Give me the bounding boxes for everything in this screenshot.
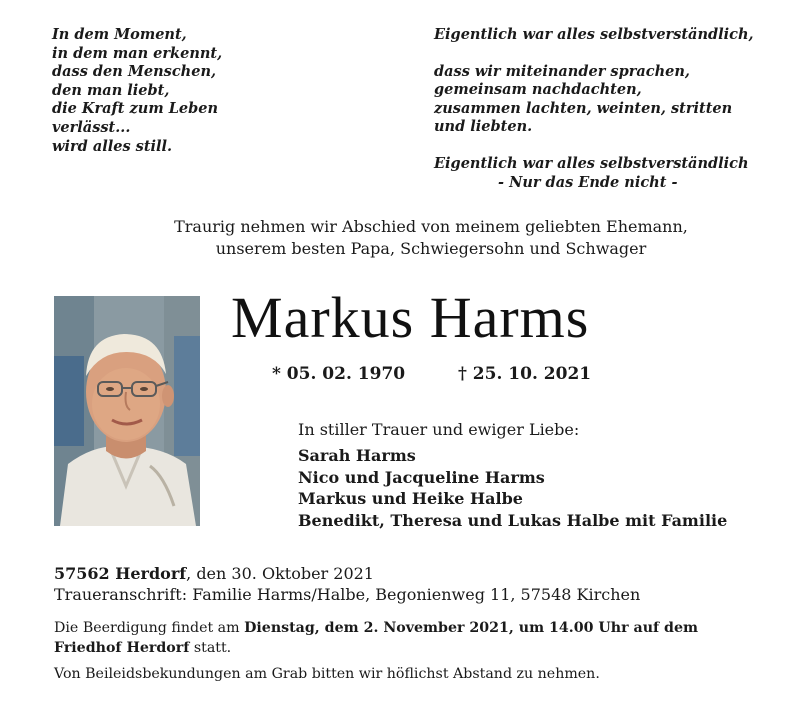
deceased-name: Markus Harms [231, 285, 590, 350]
funeral-info-line1 [54, 620, 698, 636]
mourners-list [298, 445, 727, 531]
poem-line: in dem man erkennt, [52, 44, 223, 62]
poem-line: und liebten. [434, 118, 533, 136]
mourner-name: Nico und Jacqueline Harms [298, 467, 545, 487]
portrait-photo [54, 296, 200, 526]
poem-line: verlässt... [52, 118, 131, 136]
poem-left [52, 26, 222, 156]
poem-line: Eigentlich war alles selbstverständlich, [434, 26, 754, 43]
poem-line: In dem Moment, [52, 26, 187, 43]
place: 57562 Herdorf [54, 564, 187, 583]
poem-line: dass den Menschen, [52, 63, 217, 81]
date: , den 30. Oktober 2021 [186, 564, 374, 583]
funeral-text-end: statt. [189, 640, 232, 656]
intro-line: Traurig nehmen wir Abschied von meinem geliebten Ehemann, [174, 217, 688, 236]
mourner-name: Markus und Heike Halbe [298, 489, 523, 508]
death-date: † 25. 10. 2021 [458, 364, 592, 384]
poem-line: dass wir miteinander sprachen, [434, 62, 690, 80]
birth-date: * 05. 02. 1970 [272, 364, 406, 384]
intro-text [0, 216, 800, 260]
poem-line: gemeinsam nachdachten, [434, 81, 642, 99]
poem-line: zusammen lachten, weinten, stritten [434, 99, 733, 117]
poem-right [434, 26, 754, 192]
mourning-intro: In stiller Trauer und ewiger Liebe: [298, 420, 580, 439]
mourning-address: Traueranschrift: Familie Harms/Halbe, Begonienweg 11, 57548 Kirchen [54, 585, 641, 604]
mourner-name: Benedikt, Theresa und Lukas Halbe mit Familie [298, 510, 728, 530]
poem-line: Eigentlich war alles selbstverständlich [434, 154, 749, 172]
mourner-name: Sarah Harms [298, 446, 416, 465]
funeral-location: Friedhof Herdorf [54, 640, 190, 656]
poem-line: wird alles still. [52, 137, 173, 155]
funeral-text: Die Beerdigung findet am [54, 620, 245, 636]
funeral-datetime: Dienstag, dem 2. November 2021, um 14.00 Uhr auf dem [244, 620, 699, 636]
poem-line: den man liebt, [52, 81, 170, 99]
poem-line: - Nur das Ende nicht - [498, 173, 678, 191]
poem-line: die Kraft zum Leben [52, 100, 219, 118]
intro-line: unserem besten Papa, Schwiegersohn und Schwager [215, 239, 647, 258]
place-date-line [54, 564, 374, 583]
condolence-note: Von Beileidsbekundungen am Grab bitten wir höflichst Abstand zu nehmen. [54, 666, 600, 682]
funeral-info-line2 [54, 640, 231, 656]
